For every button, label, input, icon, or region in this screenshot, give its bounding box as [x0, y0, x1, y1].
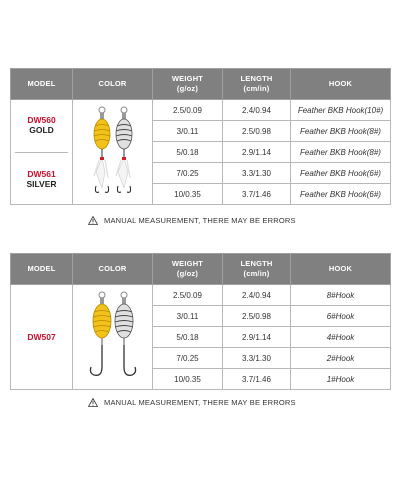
model-gold — [11, 115, 72, 135]
header-model: MODEL — [11, 69, 73, 100]
length-cell: 2.5/0.98 — [223, 121, 291, 142]
header-weight: WEIGHT (g/oz) — [153, 254, 223, 285]
weight-cell: 7/0.25 — [153, 163, 223, 184]
gold-lure — [90, 292, 111, 375]
weight-cell: 10/0.35 — [153, 369, 223, 390]
header-hook: HOOK — [291, 69, 391, 100]
weight-cell: 3/0.11 — [153, 306, 223, 327]
measurement-note — [88, 216, 296, 225]
length-cell: 3.3/1.30 — [223, 163, 291, 184]
length-cell: 2.4/0.94 — [223, 100, 291, 121]
weight-cell: 3/0.11 — [153, 121, 223, 142]
weight-cell: 10/0.35 — [153, 184, 223, 205]
length-cell: 2.5/0.98 — [223, 306, 291, 327]
gold-lure — [94, 107, 110, 192]
warning-icon — [88, 216, 98, 225]
length-cell: 2.9/1.14 — [223, 142, 291, 163]
length-cell: 3.3/1.30 — [223, 348, 291, 369]
silver-lure — [116, 107, 132, 192]
note-text: MANUAL MEASUREMENT, THERE MAY BE ERRORS — [104, 398, 296, 407]
color-cell — [73, 100, 153, 205]
header-color: COLOR — [73, 254, 153, 285]
hook-cell: 6#Hook — [291, 306, 391, 327]
header-hook: HOOK — [291, 254, 391, 285]
model-cell — [11, 285, 73, 390]
header-weight: WEIGHT (g/oz) — [153, 69, 223, 100]
table-row — [11, 100, 391, 121]
model-dw507 — [11, 332, 72, 342]
header-length: LENGTH (cm/in) — [223, 69, 291, 100]
weight-cell: 7/0.25 — [153, 348, 223, 369]
model-silver — [11, 169, 72, 189]
hook-cell: Feather BKB Hook(6#) — [291, 184, 391, 205]
hook-cell: Feather BKB Hook(6#) — [291, 163, 391, 184]
spec-table-feather — [10, 68, 391, 205]
hook-cell: 8#Hook — [291, 285, 391, 306]
measurement-note — [88, 398, 296, 407]
header-color: COLOR — [73, 69, 153, 100]
table-header-row — [11, 69, 391, 100]
model-code: DW561 — [27, 168, 56, 179]
hook-cell: 4#Hook — [291, 327, 391, 348]
color-cell — [73, 285, 153, 390]
weight-cell: 2.5/0.09 — [153, 285, 223, 306]
length-cell: 2.9/1.14 — [223, 327, 291, 348]
warning-icon — [88, 398, 98, 407]
hook-spoon-lures-image — [78, 287, 148, 387]
silver-lure — [115, 292, 136, 375]
hook-cell: 2#Hook — [291, 348, 391, 369]
header-length: LENGTH (cm/in) — [223, 254, 291, 285]
length-cell: 3.7/1.46 — [223, 184, 291, 205]
weight-cell: 5/0.18 — [153, 142, 223, 163]
model-cell — [11, 100, 73, 205]
length-cell: 3.7/1.46 — [223, 369, 291, 390]
note-text: MANUAL MEASUREMENT, THERE MAY BE ERRORS — [104, 216, 296, 225]
hook-cell: 1#Hook — [291, 369, 391, 390]
model-code: DW507 — [27, 331, 56, 342]
model-code: DW560 — [27, 115, 56, 126]
header-model: MODEL — [11, 254, 73, 285]
table-header-row — [11, 254, 391, 285]
weight-cell: 2.5/0.09 — [153, 100, 223, 121]
hook-cell: Feather BKB Hook(8#) — [291, 142, 391, 163]
spec-table-plain — [10, 253, 391, 390]
hook-cell: Feather BKB Hook(10#) — [291, 100, 391, 121]
feather-spoon-lures-image — [78, 102, 148, 202]
table-row — [11, 285, 391, 306]
model-name: SILVER — [26, 178, 57, 189]
length-cell: 2.4/0.94 — [223, 285, 291, 306]
hook-cell: Feather BKB Hook(8#) — [291, 121, 391, 142]
weight-cell: 5/0.18 — [153, 327, 223, 348]
model-name: GOLD — [29, 125, 54, 136]
